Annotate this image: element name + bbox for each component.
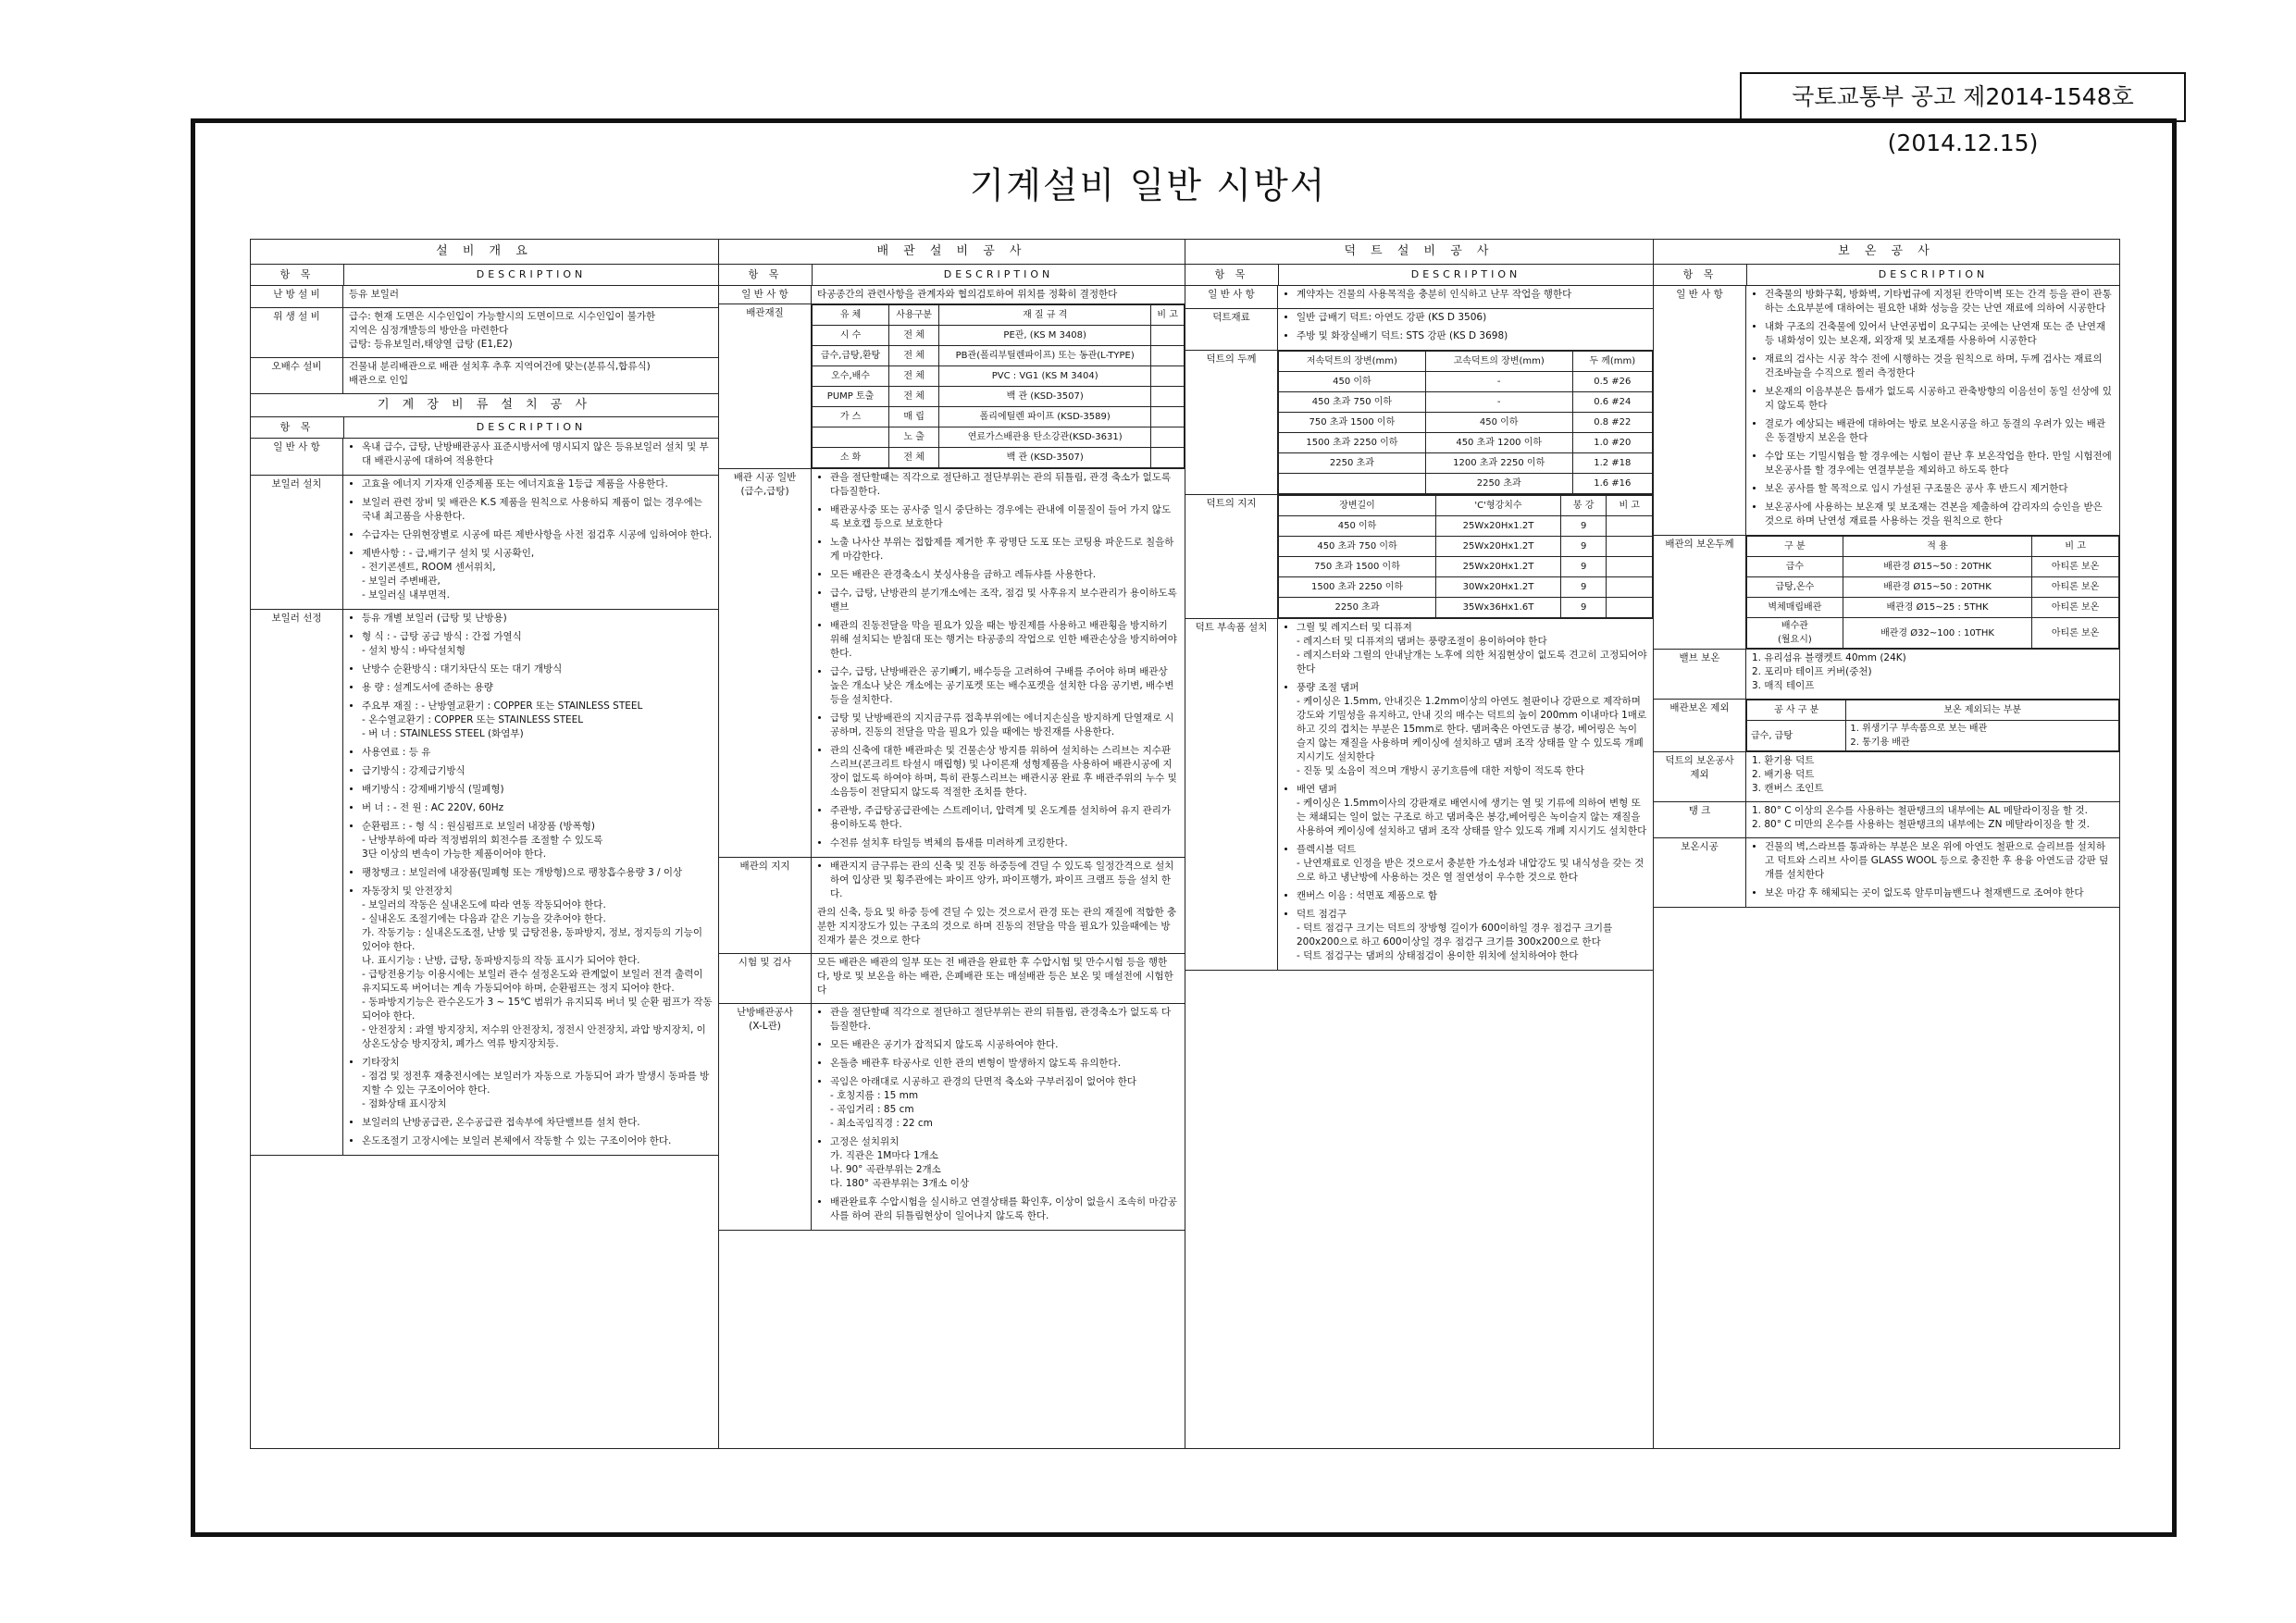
duct-column <box>1185 239 1654 1449</box>
table-cell <box>1607 598 1653 618</box>
table-cell: PB관(폴리부틸렌파이프) 또는 동관(L-TYPE) <box>939 346 1151 366</box>
table-row <box>813 448 1185 468</box>
table-cell <box>1151 407 1185 427</box>
list-item: • 급수, 급탕, 난방배관은 공기빼기, 배수등을 고려하여 구배를 주어야 하며 배관상 높은 개소나 낮은 개소에는 공기포켓 또는 배수포켓을 설치한 다음 공기변, 배수변 등을 설치한다. <box>830 665 1179 707</box>
table-cell: PVC : VG1 (KS M 3404) <box>939 366 1151 387</box>
duct-support-table <box>1278 495 1653 618</box>
table-cell: 아티론 보온 <box>2032 618 2119 649</box>
row-key: 배관의 보온두께 <box>1654 536 1746 649</box>
row-text: 모든 배관은 배관의 일부 또는 전 배관을 완료한 후 수압시험 및 만수시험 등을 행한다, 방로 및 보온을 하는 배관, 은폐배관 또는 매설배관 등은 보온 및 매설전에 시험한다 <box>817 957 1173 996</box>
table-cell: 배관경 Ø15~50 : 20THK <box>1843 557 2031 577</box>
row-value <box>812 858 1185 953</box>
list-item: • 결로가 예상되는 배관에 대하여는 방로 보온시공을 하고 동결의 우려가 있는 배관은 동결방지 보온을 한다 <box>1765 417 2114 445</box>
table-cell: 30Wx20Hx1.2T <box>1436 577 1561 598</box>
list-item: • 팽창탱크 : 보일러에 내장품(밀폐형 또는 개방형)으로 팽창흡수용량 3 / 이상 <box>362 866 713 880</box>
table-row <box>1747 557 2119 577</box>
table-cell: PUMP 토출 <box>813 387 889 407</box>
list-item: • 수급자는 단위현장별로 시공에 따른 제반사항을 사전 점검후 시공에 임하여야 한다. <box>362 528 713 542</box>
spec-row <box>1654 838 2119 908</box>
list-item: • 보일러의 난방공급관, 온수공급관 접속부에 차단밸브를 설치 한다. <box>362 1116 713 1130</box>
spec-row <box>719 858 1185 954</box>
list-item: • 건물의 벽,스라브를 통과하는 부분은 보온 위에 아연도 철판으로 슬리브를 설치하고 덕트와 스리브 사이를 GLASS WOOL 등으로 충진한 후 용융 아연도금 강판 덮개를 설치한다 <box>1765 840 2114 882</box>
list-item: • 수압 또는 기밀시험을 할 경우에는 시험이 끝난 후 보온작업을 한다. 만일 시험전에 보온공사를 할 경우에는 연결부분을 제외하고 하도록 한다 <box>1765 450 2114 477</box>
row-value <box>1746 838 2119 907</box>
spec-row <box>251 286 718 308</box>
bullet-list <box>349 612 713 1148</box>
row-key: 배관 시공 일반 (급수,급탕) <box>719 469 812 857</box>
list-item: • 모든 배관은 공기가 잡적되지 않도록 시공하여야 한다. <box>830 1038 1179 1052</box>
spec-row <box>251 610 718 1156</box>
table-header-row <box>1747 537 2119 557</box>
table-header-row <box>1279 496 1653 516</box>
list-item: • 온돌층 배관후 타공사로 인한 관의 변형이 발생하지 않도록 유의한다. <box>830 1057 1179 1071</box>
table-cell: PE관, (KS M 3408) <box>939 326 1151 346</box>
table-cell: 450 이하 <box>1425 413 1572 433</box>
table-header-cell: 봉 강 <box>1560 496 1607 516</box>
column-header: 설 비 개 요 <box>251 240 718 265</box>
table-cell <box>1151 346 1185 366</box>
spec-row <box>1185 351 1653 495</box>
table-row <box>813 407 1185 427</box>
row-value <box>1746 802 2119 837</box>
table-row <box>813 366 1185 387</box>
table-header-cell: 적 용 <box>1843 537 2031 557</box>
row-key: 덕트 부속품 설치 <box>1185 619 1278 970</box>
table-row <box>1279 372 1653 392</box>
list-item: • 버 너 : - 전 원 : AC 220V, 60Hz <box>362 801 713 815</box>
column-header: 보 온 공 사 <box>1654 240 2119 265</box>
row-key: 덕트의 두께 <box>1185 351 1278 494</box>
table-row <box>813 346 1185 366</box>
row-key: 배관의 지지 <box>719 858 812 953</box>
spec-row <box>1654 752 2119 802</box>
table-cell: 급수 <box>1747 557 1843 577</box>
list-item: • 덕트 점검구 - 덕트 점검구 크기는 덕트의 장방형 길이가 600이하일 경우 점검구 크기를 200x200으로 하고 600이상일 경우 점검구 크기를 300x200으로 한다 - 덕트 점검구는 댐퍼의 상태점검이 용이한 위치에 설치하여야 한다 <box>1297 908 1647 963</box>
insulation-column <box>1653 239 2120 1449</box>
list-item: • 배관공사중 또는 공사중 일시 중단하는 경우에는 관내에 이물질이 들어 가지 않도록 보호캡 등으로 보호한다 <box>830 503 1179 531</box>
subheader-description: DESCRIPTION <box>1410 268 1521 280</box>
list-item: • 급기방식 : 강제급기방식 <box>362 764 713 778</box>
table-cell: 750 초과 1500 이하 <box>1279 557 1436 577</box>
table-cell: 450 이하 <box>1279 516 1436 537</box>
table-cell: 9 <box>1560 557 1607 577</box>
row-text: 관의 신축, 등요 및 하중 등에 견딜 수 있는 것으로서 관경 또는 관의 재질에 적합한 충분한 지지장도가 있는 구조의 것으로 하며 진동의 전달을 막을 필요가 있을때에는 방진재가 붙은 것으로 한다 <box>817 907 1177 946</box>
list-item: • 주관방, 주급탕공급관에는 스트레이너, 압력계 및 온도계를 설치하여 유지 관리가 용이하도록 한다. <box>830 804 1179 832</box>
spec-row <box>1185 309 1653 351</box>
table-cell <box>1607 537 1653 557</box>
row-value <box>812 1004 1185 1230</box>
table-row <box>1279 557 1653 577</box>
list-item: • 곡임은 아래대로 시공하고 관경의 단면적 축소와 구부러짐이 없어야 한다 - 호칭지름 : 15 mm - 곡임거리 : 85 cm - 최소곡임직경 : 22 cm <box>830 1075 1179 1131</box>
bullet-list <box>349 440 713 468</box>
bullet-list <box>349 477 713 602</box>
row-text: 1. 80° C 이상의 온수를 사용하는 철판탱크의 내부에는 AL 메탈라이징을 할 것. 2. 80° C 미만의 온수를 사용하는 철판탱크의 내부에는 ZN 메탈라이징을 할 것. <box>1752 805 2090 830</box>
table-cell: 2250 초과 <box>1279 453 1426 474</box>
table-cell <box>1607 516 1653 537</box>
table-cell: 0.5 #26 <box>1572 372 1652 392</box>
subheader-item: 항 목 <box>1654 265 1747 285</box>
list-item: • 풍량 조절 댐퍼 - 케이싱은 1.5mm, 안내깃은 1.2mm이상의 아연도 철판이나 강판으로 제작하며 강도와 기밀성을 유지하고, 안내 깃의 매수는 덕트의 높이 200mm 이내마다 1매로 하고 깃의 겹치는 부분은 15mm로 한다. 댐퍼축은 아연도금 봉강, 베어링은 녹이 슬지 않는 재질을 사용하며 케이싱에 설치하고 댐퍼 조작 상태를 알 수 있도록 개폐 지시기도 설치한다 - 진동 및 소음이 적으며 개방시 공기흐름에 대한 저항이 적도록 한다 <box>1297 681 1647 778</box>
table-row <box>1747 598 2119 618</box>
table-cell <box>1151 427 1185 448</box>
table-cell: 급수,급탕,환탕 <box>813 346 889 366</box>
table-cell <box>813 427 889 448</box>
table-header-cell: 사용구분 <box>889 305 939 326</box>
list-item: • 급탕 및 난방배관의 지지금구류 접촉부위에는 에너지손실을 방지하게 단열재로 시공하며, 진동의 전달을 막을 필요가 있을 때에는 방진재를 사용한다. <box>830 712 1179 739</box>
list-item: • 수전류 설치후 타일등 벽체의 틈새를 미려하게 코킹한다. <box>830 836 1179 850</box>
table-cell: 1500 초과 2250 이하 <box>1279 577 1436 598</box>
table-cell: 백 관 (KSD-3507) <box>939 387 1151 407</box>
list-item: • 배관지지 금구류는 관의 신축 및 진동 하중등에 견딜 수 있도록 일정간격으로 설치하여 입상관 및 횡주관에는 파이프 앙카, 파이프행가, 파이프 크램프 등을 설치 한다. <box>830 860 1179 901</box>
table-cell: 1200 초과 2250 이하 <box>1425 453 1572 474</box>
table-cell: 전 체 <box>889 346 939 366</box>
table-header-cell: 두 께(mm) <box>1572 352 1652 372</box>
list-item: • 관의 신축에 대한 배관파손 및 건물손상 방지를 위하여 설치하는 스리브는 지수판 스리브(콘크리트 타설시 매립형) 및 나이론재 성형제품을 사용하여 배관시공에 지장이 없도록 하여야 하며, 특히 관통스리브는 배관시공 완료 후 배관주위의 누수 및 소음등이 전달되지 않도록 적절한 조치를 한다. <box>830 744 1179 799</box>
row-key: 보온시공 <box>1654 838 1746 907</box>
table-cell: 450 이하 <box>1279 372 1426 392</box>
row-value <box>1278 351 1653 494</box>
spec-row <box>1654 536 2119 650</box>
column-header: 덕 트 설 비 공 사 <box>1185 240 1653 265</box>
spec-row <box>1654 802 2119 838</box>
spec-row <box>719 304 1185 469</box>
table-cell: 오수,배수 <box>813 366 889 387</box>
spec-row <box>1654 700 2119 752</box>
list-item: • 사용연료 : 등 유 <box>362 746 713 760</box>
table-cell: 1500 초과 2250 이하 <box>1279 433 1426 453</box>
row-value <box>343 286 718 307</box>
table-header-cell: 구 분 <box>1747 537 1843 557</box>
table-cell: 1. 위생기구 부속품으로 보는 배관 2. 통기용 배관 <box>1846 721 2119 751</box>
spec-row <box>719 469 1185 858</box>
row-value <box>1746 752 2119 801</box>
subheader-description: DESCRIPTION <box>476 268 587 280</box>
bullet-list <box>817 1006 1179 1223</box>
table-header-cell: 비 고 <box>1151 305 1185 326</box>
table-cell: 시 수 <box>813 326 889 346</box>
table-cell: - <box>1425 392 1572 413</box>
list-item: • 용 량 : 설계도서에 준하는 용량 <box>362 681 713 695</box>
table-cell: 0.8 #22 <box>1572 413 1652 433</box>
table-row <box>1279 413 1653 433</box>
table-cell: 450 초과 1200 이하 <box>1425 433 1572 453</box>
list-item: • 주방 및 화장실배기 덕트: STS 강판 (KS D 3698) <box>1297 329 1647 343</box>
table-cell: 25Wx20Hx1.2T <box>1436 537 1561 557</box>
table-cell <box>1151 387 1185 407</box>
table-header-cell: 유 체 <box>813 305 889 326</box>
table-row <box>1279 598 1653 618</box>
table-header-cell: 재 질 규 격 <box>939 305 1151 326</box>
table-cell: 25Wx20Hx1.2T <box>1436 557 1561 577</box>
row-key: 난방배관공사 (X-L관) <box>719 1004 812 1230</box>
table-cell: 전 체 <box>889 448 939 468</box>
list-item: • 고효율 에너지 기자재 인증제품 또는 에너지효율 1등급 제품을 사용한다. <box>362 477 713 491</box>
row-text: 등유 보일러 <box>349 289 400 300</box>
table-cell: 연료가스배관용 탄소강관(KSD-3631) <box>939 427 1151 448</box>
list-item: • 배연 댐퍼 - 케이싱은 1.5mm이사의 강판재로 배연시에 생기는 열 및 기류에 의하여 변형 또는 채쇄되는 일이 없는 구조로 하고 댐퍼축은 봉강,베어링은 녹이슬지 않는 재질을 사용하여 케이싱에 설치하고 댐퍼 조작 상태를 알수 있도록 개폐 지시기도 설치한다 <box>1297 783 1647 838</box>
material-table <box>812 304 1185 468</box>
table-cell: 2250 초과 <box>1425 474 1572 494</box>
table-row <box>813 326 1185 346</box>
table-header-cell: 'C'형강치수 <box>1436 496 1561 516</box>
table-cell: 아티론 보온 <box>2032 557 2119 577</box>
table-header-row <box>1279 352 1653 372</box>
row-key: 탱 크 <box>1654 802 1746 837</box>
table-cell: 급수, 급탕 <box>1747 721 1846 751</box>
list-item: • 순환펌프 : - 형 식 : 원심펌프로 보일러 내장품 (방폭형) - 난방부하에 따라 적정범위의 회전수를 조절할 수 있도록 3단 이상의 변속이 가능한 제품이어야 한다. <box>362 820 713 861</box>
list-item: • 내화 구조의 건축물에 있어서 난연공법이 요구되는 곳에는 난연재 또는 준 난연재 등 내화성이 있는 보온재, 외장재 및 보조재를 사용하여 시공한다 <box>1765 320 2114 348</box>
table-cell: 전 체 <box>889 387 939 407</box>
table-header-cell: 공 사 구 분 <box>1747 700 1846 721</box>
table-cell <box>1151 366 1185 387</box>
table-row <box>813 427 1185 448</box>
table-row <box>1747 618 2119 649</box>
row-text: 1. 유리섬유 블랭켓트 40mm (24K) 2. 포리마 테이프 커버(중천) 3. 매직 테이프 <box>1752 652 1906 691</box>
column-subheader <box>1654 265 2119 286</box>
table-cell: 25Wx20Hx1.2T <box>1436 516 1561 537</box>
list-item: • 캔버스 이음 : 석면포 제품으로 함 <box>1297 889 1647 903</box>
row-key: 일 반 사 항 <box>1185 286 1278 308</box>
table-cell <box>1279 474 1426 494</box>
table-cell: 450 초과 750 이하 <box>1279 392 1426 413</box>
list-item: • 배관의 진동전달을 막을 필요가 있을 때는 방진제를 사용하고 배관횡을 방지하기 위해 설치되는 받침대 또는 행거는 타공종의 작업으로 인한 배관손상을 방지하여야 한다. <box>830 619 1179 661</box>
spec-row <box>719 286 1185 304</box>
list-item: • 급수, 급탕, 난방관의 분기개소에는 조작, 점검 및 사후유지 보수관리가 용이하도록 밸브 <box>830 587 1179 614</box>
row-key: 보일러 선정 <box>251 610 343 1155</box>
row-key: 배관재질 <box>719 304 812 468</box>
row-key: 일 반 사 항 <box>719 286 812 304</box>
table-cell: 매 립 <box>889 407 939 427</box>
table-cell: 9 <box>1560 598 1607 618</box>
row-value <box>1746 700 2119 751</box>
subheader-item: 항 목 <box>1185 265 1279 285</box>
row-value <box>1746 650 2119 699</box>
table-cell: 배관경 Ø15~50 : 20THK <box>1843 577 2031 598</box>
table-cell: 가 스 <box>813 407 889 427</box>
row-text: 1. 환기용 덕트 2. 배기용 덕트 3. 캔버스 조인트 <box>1752 755 1824 794</box>
table-cell: 9 <box>1560 516 1607 537</box>
list-item: • 일반 급배기 덕트: 아연도 강판 (KS D 3506) <box>1297 311 1647 325</box>
table-cell: 9 <box>1560 577 1607 598</box>
table-header-cell: 장변길이 <box>1279 496 1436 516</box>
list-item: • 옥내 급수, 급탕, 난방배관공사 표준시방서에 명시되지 않은 등유보일러 설치 및 부대 배관시공에 대하여 적용한다 <box>362 440 713 468</box>
row-key: 위 생 설 비 <box>251 308 343 357</box>
section-title: 기 계 장 비 류 설 치 공 사 <box>251 394 718 417</box>
row-value <box>812 304 1185 468</box>
table-cell: 아티론 보온 <box>2032 598 2119 618</box>
table-cell <box>1151 326 1185 346</box>
column-subheader <box>251 417 718 439</box>
list-item: • 배기방식 : 강제배기방식 (밀폐형) <box>362 783 713 797</box>
row-value <box>343 358 718 393</box>
list-item: • 건축물의 방화구획, 방화벽, 기타법규에 지정된 칸막이벽 또는 간격 등을 관이 관통하는 소요부분에 대하여는 필요한 내화 성능을 갖는 난연 재료에 의하여 시공한다 <box>1765 288 2114 316</box>
list-item: • 보일러 관련 장비 및 배관은 K.S 제품을 원칙으로 사용하되 제품이 없는 경우에는 국내 최고품을 사용한다. <box>362 496 713 524</box>
table-header-row <box>813 305 1185 326</box>
list-item: • 온도조절기 고장시에는 보일러 본체에서 작동할 수 있는 구조이어야 한다. <box>362 1134 713 1148</box>
list-item: • 보온공사에 사용하는 보온재 및 보조재는 견본을 제출하여 감리자의 승인을 받은 것으로 하며 난연성 재료를 사용하는 것을 원칙으로 한다 <box>1765 501 2114 528</box>
table-cell <box>1151 448 1185 468</box>
page-title: 기계설비 일반 시방서 <box>969 166 1327 207</box>
list-item: • 그릴 및 레지스터 및 디퓨져 - 레지스터 및 디퓨져의 댐퍼는 풍량조절이 용이하여야 한다 - 레지스터와 그릴의 안내날개는 노후에 의한 처짐현상이 없도록 견고히 고정되어야 한다 <box>1297 621 1647 676</box>
row-text: 건물내 분리배관으로 배관 설치후 추후 지역여건에 맞는(분류식,합류식) 배관으로 인입 <box>349 361 651 386</box>
table-row <box>1279 453 1653 474</box>
bullet-list <box>817 860 1179 901</box>
table-header-cell: 고속덕트의 장변(mm) <box>1425 352 1572 372</box>
list-item: • 형 식 : - 급탕 공급 방식 : 간접 가열식 - 설치 방식 : 바닥설치형 <box>362 630 713 658</box>
table-row <box>1747 577 2119 598</box>
subheader-item: 항 목 <box>719 265 813 285</box>
table-row <box>1279 474 1653 494</box>
list-item: • 노출 나사산 부위는 접합제를 제거한 후 광명단 도포 또는 코팅용 파운드로 칠을하게 마감한다. <box>830 536 1179 564</box>
spec-row <box>1185 619 1653 971</box>
row-key: 덕트의 지지 <box>1185 495 1278 618</box>
table-cell: 35Wx36Hx1.6T <box>1436 598 1561 618</box>
subheader-item: 항 목 <box>251 265 344 285</box>
table-row <box>1279 537 1653 557</box>
list-item: • 난방수 순환방식 : 대기차단식 또는 대기 개방식 <box>362 663 713 676</box>
spec-row <box>1654 650 2119 700</box>
list-item: • 주요부 재질 : - 난방열교환기 : COPPER 또는 STAINLESS STEEL - 온수열교환기 : COPPER 또는 STAINLESS STEEL - 버 너 : STAINLESS STEEL (화염부) <box>362 700 713 741</box>
table-row <box>1279 433 1653 453</box>
column-subheader <box>251 265 718 286</box>
row-key: 덕트재료 <box>1185 309 1278 350</box>
equipment-overview-column <box>250 239 719 1449</box>
spec-row <box>719 1004 1185 1231</box>
table-header-cell: 저속덕트의 장변(mm) <box>1279 352 1426 372</box>
spec-row <box>251 308 718 358</box>
spec-row <box>1185 495 1653 619</box>
row-value <box>1278 495 1653 618</box>
subheader-description: DESCRIPTION <box>1878 268 1989 280</box>
row-key: 덕트의 보온공사 제외 <box>1654 752 1746 801</box>
row-key: 오배수 설비 <box>251 358 343 393</box>
row-key: 일 반 사 항 <box>1654 286 1746 535</box>
table-cell: 9 <box>1560 537 1607 557</box>
list-item: • 재료의 검사는 시공 착수 전에 시행하는 것을 원칙으로 하며, 두께 검사는 재료의 건조바늘을 수직으로 찔러 측정한다 <box>1765 353 2114 380</box>
table-cell: 1.2 #18 <box>1572 453 1652 474</box>
row-value <box>343 476 718 609</box>
table-cell: 벽체매립배관 <box>1747 598 1843 618</box>
row-value <box>812 954 1185 1003</box>
subheader-description: DESCRIPTION <box>943 268 1054 280</box>
spec-row <box>251 439 718 476</box>
list-item: • 플렉시블 덕트 - 난연재료로 인정을 받은 것으로서 충분한 가소성과 내압강도 및 내식성을 갖는 것으로 하고 냉난방에 사용하는 것은 열 절연성이 우수한 것으로 한다 <box>1297 843 1647 885</box>
column-header: 배 관 설 비 공 사 <box>719 240 1185 265</box>
row-value <box>1278 309 1653 350</box>
list-item: • 계약자는 건물의 사용목적을 충분히 인식하고 난무 작업을 행한다 <box>1297 288 1647 302</box>
spec-row <box>1185 286 1653 309</box>
table-cell: 아티론 보온 <box>2032 577 2119 598</box>
table-row <box>1279 392 1653 413</box>
table-cell: 배수관 (월요시) <box>1747 618 1843 649</box>
duct-thickness-table <box>1278 351 1653 494</box>
table-cell: 450 초과 750 이하 <box>1279 537 1436 557</box>
table-cell: 급탕,온수 <box>1747 577 1843 598</box>
table-cell <box>1607 577 1653 598</box>
row-key: 시험 및 검사 <box>719 954 812 1003</box>
insulation-thickness-table <box>1746 536 2119 649</box>
list-item: • 보온 공사를 할 목적으로 임시 가설된 구조물은 공사 후 반드시 제거한다 <box>1765 482 2114 496</box>
list-item: • 등유 개별 보일러 (급탕 및 난방용) <box>362 612 713 626</box>
row-value <box>343 308 718 357</box>
list-item: • 기타장치 - 점검 및 정전후 재충전시에는 보일러가 자동으로 가동되어 과가 발생시 동파를 방지할 수 있는 구조이어야 한다. - 점화상태 표시장치 <box>362 1056 713 1111</box>
row-key: 밸브 보온 <box>1654 650 1746 699</box>
list-item: • 자동장치 및 안전장치 - 보일러의 작동은 실내온도에 따라 연동 작동되어야 한다. - 실내온도 조절기에는 다음과 같은 기능을 갖추어야 한다. 가. 작동기능 : 실내온도조절, 난방 및 급탕전용, 동파방지, 정보, 정지등의 기능이 있어야 한다. 나. 표시기능 : 난방, 급탕, 동파방지등의 작동 표시가 되어야 한다. - 급탕전용기능 이용시에는 보일러 관수 설정온도와 관계없이 보일러 전격 출력이 유지되도록 버어너는 계속 가동되어야 하며, 순환펌프는 정지 되어야 한다. - 동파방지기능은 관수온도가 3 ~ 15℃ 범위가 유지되록 버너 및 순환 펌프가 작동되어야 한다. - 안전장치 : 과열 방지장치, 저수위 안전장치, 정전시 안전장치, 과압 방지장치, 이상온도상승 방지장치, 폐가스 역류 방지장치등. <box>362 885 713 1051</box>
table-cell: 750 초과 1500 이하 <box>1279 413 1426 433</box>
list-item: • 관을 절단할때는 직각으로 절단하고 절단부위는 관의 뒤틀림, 관경 축소가 없도록 다듬질한다. <box>830 471 1179 499</box>
table-cell: 1.6 #16 <box>1572 474 1652 494</box>
row-key: 보일러 설치 <box>251 476 343 609</box>
list-item: • 관을 절단할때 직각으로 절단하고 절단부위는 관의 뒤틀림, 관경축소가 없도록 다듬질한다. <box>830 1006 1179 1034</box>
list-item: • 보온 마감 후 해체되는 곳이 없도록 알루미늄밴드나 철재밴드로 조여야 한다 <box>1765 886 2114 900</box>
table-cell <box>1607 557 1653 577</box>
row-value: 타공종간의 관련사항을 관계자와 협의검토하여 위치를 정확히 결정한다 <box>817 289 1118 300</box>
table-cell: 전 체 <box>889 366 939 387</box>
table-cell: 노 출 <box>889 427 939 448</box>
column-subheader <box>1185 265 1653 286</box>
row-value <box>1746 536 2119 649</box>
list-item: • 고정은 설치위치 가. 직관은 1M마다 1개소 나. 90° 곡관부위는 2개소 다. 180° 곡관부위는 3개소 이상 <box>830 1135 1179 1191</box>
row-value <box>1278 619 1653 970</box>
bullet-list <box>817 471 1179 850</box>
list-item: • 제반사항 : - 급,배기구 설치 및 시공확인, - 전기콘센트, ROOM 센서위치, - 보일러 주변배관, - 보일러실 내부면적. <box>362 547 713 602</box>
piping-column <box>718 239 1185 1449</box>
list-item: • 보온재의 이음부분은 틈새가 없도록 시공하고 관축방향의 이음선이 동일 선상에 있지 않도록 한다 <box>1765 385 2114 413</box>
list-item: • 배관완료후 수압시험을 실시하고 연결상태를 확인후, 이상이 없을시 조속히 마감공사를 하여 관의 뒤틀림현상이 일어나지 않도록 한다. <box>830 1196 1179 1223</box>
row-value <box>1278 286 1653 308</box>
column-subheader <box>719 265 1185 286</box>
spec-row <box>251 476 718 610</box>
table-cell: 2250 초과 <box>1279 598 1436 618</box>
table-cell: 배관경 Ø32~100 : 10THK <box>1843 618 2031 649</box>
table-header-cell: 비 고 <box>1607 496 1653 516</box>
table-row <box>1279 577 1653 598</box>
table-row <box>1279 516 1653 537</box>
insulation-exclusion-table <box>1746 700 2119 751</box>
table-cell: 1.0 #20 <box>1572 433 1652 453</box>
row-key: 배관보온 제외 <box>1654 700 1746 751</box>
spec-row <box>1654 286 2119 536</box>
row-key: 일 반 사 항 <box>251 439 343 475</box>
table-cell: 배관경 Ø15~25 : 5THK <box>1843 598 2031 618</box>
row-value <box>1746 286 2119 535</box>
table-cell: 전 체 <box>889 326 939 346</box>
table-cell: 폴리에틸렌 파이프 (KSD-3589) <box>939 407 1151 427</box>
table-cell: 백 관 (KSD-3507) <box>939 448 1151 468</box>
subheader-description: DESCRIPTION <box>476 421 587 433</box>
row-value <box>343 439 718 475</box>
table-header-cell: 비 고 <box>2032 537 2119 557</box>
spec-row <box>719 954 1185 1004</box>
table-cell: 0.6 #24 <box>1572 392 1652 413</box>
row-value <box>343 610 718 1155</box>
row-value <box>812 469 1185 857</box>
notice-label: 국토교통부 공고 제2014-1548호(2014.12.15) <box>1740 72 2186 122</box>
table-cell: 소 화 <box>813 448 889 468</box>
row-key: 난 방 설 비 <box>251 286 343 307</box>
list-item: • 모든 배관은 관경축소시 붓싱사용을 금하고 레듀샤를 사용한다. <box>830 568 1179 582</box>
subheader-item: 항 목 <box>251 417 344 438</box>
table-header-cell: 보온 제외되는 부분 <box>1846 700 2119 721</box>
table-row <box>813 387 1185 407</box>
table-cell: - <box>1425 372 1572 392</box>
spec-row <box>251 358 718 394</box>
row-text: 급수: 현재 도면은 시수인입이 가능할시의 도면이므로 시수인입이 불가한 지역은 심정개발등의 방안을 마련한다 급탕: 등유보일러,태양열 급탕 (E1,E2) <box>349 311 656 350</box>
